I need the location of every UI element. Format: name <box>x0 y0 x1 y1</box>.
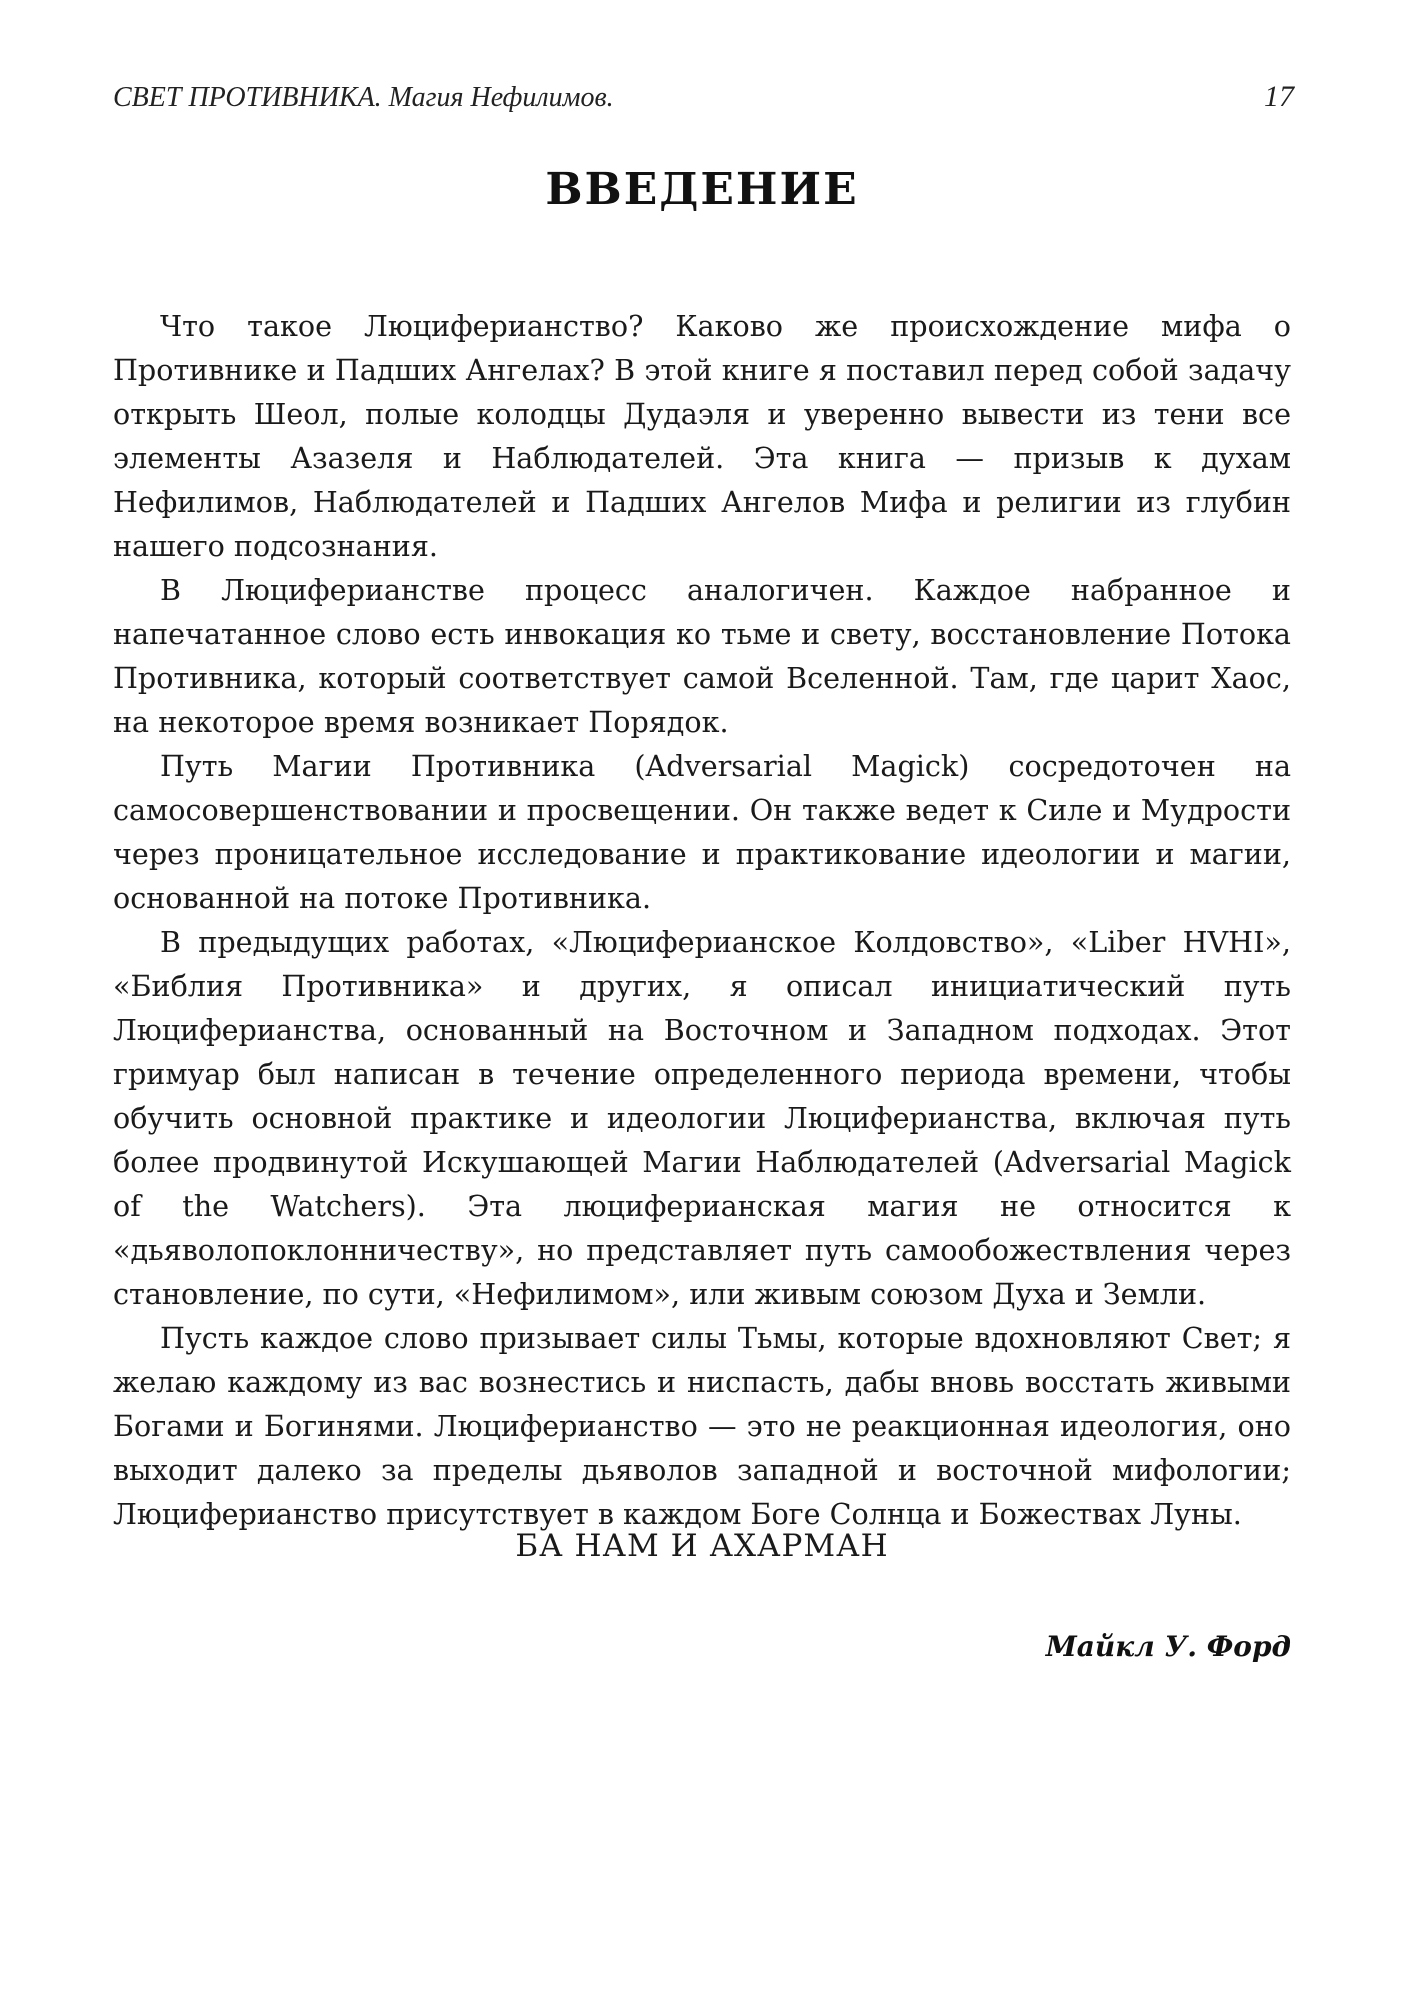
paragraph: Что такое Люциферианство? Каково же происхождение мифа о Противнике и Падших Ангелах? В этой книге я поставил перед собой задачу открыть Шеол, полые колодцы Дудаэля и уверенно вывести из тени все элементы Азазеля и Наблюдателей. Эта книга — призыв к духам Нефилимов, Наблюдателей и Падших Ангелов Мифа и религии из глубин нашего подсознания. <box>113 309 1291 563</box>
body-text <box>113 304 1291 1536</box>
paragraph: В Люциферианстве процесс аналогичен. Каждое набранное и напечатанное слово есть инвокация ко тьме и свету, восстановление Потока Противника, который соответствует самой Вселенной. Там, где царит Хаос, на некоторое время возникает Порядок. <box>113 573 1291 739</box>
running-title <box>113 82 614 114</box>
author-signature: Майкл У. Форд <box>1045 1630 1291 1663</box>
running-title-caps: СВЕТ ПРОТИВНИКА. <box>113 82 382 113</box>
running-header <box>113 80 1294 120</box>
paragraph: Путь Магии Противника (Adversarial Magick) сосредоточен на самосовершенствовании и просвещении. Он также ведет к Силе и Мудрости через проницательное исследование и практикование идеологии и магии, основанной на потоке Противника. <box>113 749 1291 915</box>
running-title-subtitle: Магия Нефилимов. <box>388 82 614 113</box>
paragraph: В предыдущих работах, «Люциферианское Колдовство», «Liber HVHI», «Библия Противника» и других, я описал инициатический путь Люциферианства, основанный на Восточном и Западном подходах. Этот гримуар был написан в течение определенного периода времени, чтобы обучить основной практике и идеологии Люциферианства, включая путь более продвинутой Искушающей Магии Наблюдателей (Adversarial Magick of the Watchers). Эта люциферианская магия не относится к «дьяволопоклонничеству», но представляет путь самообожествления через становление, по сути, «Нефилимом», или живым союзом Духа и Земли. <box>113 925 1291 1311</box>
chapter-title: ВВЕДЕНИЕ <box>545 164 859 216</box>
page-number: 17 <box>1264 80 1294 113</box>
motto: БА НАМ И АХАРМАН <box>515 1528 889 1564</box>
paragraph: Пусть каждое слово призывает силы Тьмы, которые вдохновляют Свет; я желаю каждому из вас вознестись и ниспасть, дабы вновь восстать живыми Богами и Богинями. Люциферианство — это не реакционная идеология, оно выходит далеко за пределы дьяволов западной и восточной мифологии; Люциферианство присутствует в каждом Боге Солнца и Божествах Луны. <box>113 1321 1291 1531</box>
